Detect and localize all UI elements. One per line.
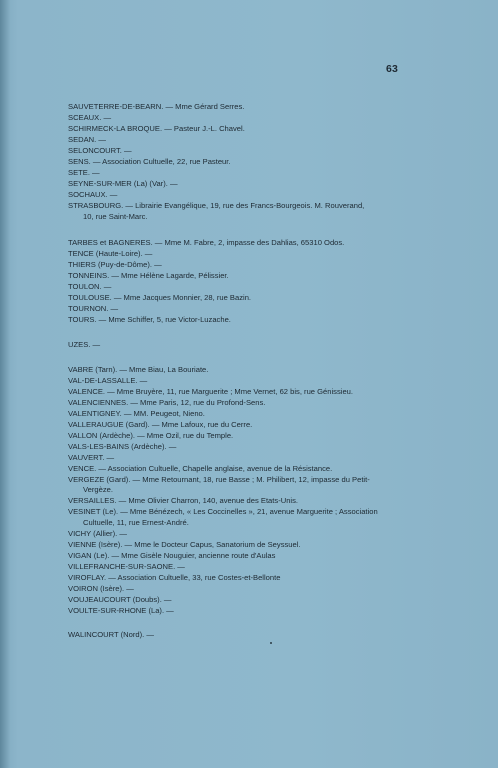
entry: TOULON. —	[68, 281, 112, 291]
entry: VILLEFRANCHE-SUR-SAONE. —	[68, 562, 185, 572]
entry: TONNEINS. — Mme Hélène Lagarde, Pélissier.	[68, 270, 229, 280]
section-v	[68, 365, 408, 617]
entry: VAUVERT. —	[68, 452, 115, 462]
entry-continuation: Cultuelle, 11, rue Ernest-André.	[83, 518, 189, 528]
entry: VALLON (Ardèche). — Mme Ozil, rue du Temple.	[68, 430, 234, 440]
page-number: 63	[386, 63, 399, 75]
entry-line: VESINET (Le). — Mme Bénézech, « Les Coccinelles », 21, avenue Marguerite ; Association	[68, 507, 378, 517]
paper-speck	[270, 642, 272, 644]
entry: VIGAN (Le). — Mme Gisèle Nouguier, ancienne route d'Aulas	[68, 551, 276, 561]
entry: TOURNON. —	[68, 303, 119, 313]
entry: VIENNE (Isère). — Mme le Docteur Capus, Sanatorium de Seyssuel.	[68, 540, 301, 550]
entry: VAL-DE-LASSALLE. —	[68, 375, 148, 385]
entry: THIERS (Puy-de-Dôme). —	[68, 259, 162, 269]
entry: VOIRON (Isère). —	[68, 584, 134, 594]
entry: TOURS. — Mme Schiffer, 5, rue Victor-Luzache.	[68, 314, 231, 324]
section-w	[68, 630, 408, 641]
entry-wrapped	[68, 475, 408, 497]
entry-wrapped	[68, 201, 408, 223]
entry-continuation: Vergèze.	[83, 485, 113, 495]
entry-continuation: 10, rue Saint-Marc.	[83, 211, 148, 221]
entry: TOULOUSE. — Mme Jacques Monnier, 28, rue Bazin.	[68, 292, 252, 302]
entry: VALENCIENNES. — Mme Paris, 12, rue du Profond-Sens.	[68, 397, 266, 407]
section-u	[68, 340, 408, 351]
entry: VABRE (Tarn). — Mme Biau, La Bouriate.	[68, 365, 209, 374]
entry: SEDAN. —	[68, 134, 106, 144]
entry: UZES. —	[68, 340, 101, 349]
entry: TARBES et BAGNERES. — Mme M. Fabre, 2, impasse des Dahlias, 65310 Odos.	[68, 238, 345, 247]
entry: VALENCE. — Mme Bruyère, 11, rue Marguerite ; Mme Vernet, 62 bis, rue Génissieu.	[68, 386, 354, 396]
entry: VICHY (Allier). —	[68, 529, 127, 539]
entry: SEYNE-SUR-MER (La) (Var). —	[68, 178, 178, 188]
entry: VALLERAUGUE (Gard). — Mme Lafoux, rue du Cerre.	[68, 419, 253, 429]
entry: VENCE. — Association Cultuelle, Chapelle anglaise, avenue de la Résistance.	[68, 463, 333, 473]
entry: SENS. — Association Cultuelle, 22, rue Pasteur.	[68, 156, 231, 166]
entry: VIROFLAY. — Association Cultuelle, 33, rue Costes-et-Bellonte	[68, 573, 281, 583]
entry: VOULTE-SUR-RHONE (La). —	[68, 605, 174, 615]
entry: SCEAUX. —	[68, 112, 112, 122]
page-binding-edge	[0, 0, 10, 768]
section-t	[68, 238, 408, 326]
entry: VALS-LES-BAINS (Ardèche). —	[68, 441, 177, 451]
section-s	[68, 102, 408, 222]
entry: SCHIRMECK-LA BROQUE. — Pasteur J.-L. Chavel.	[68, 123, 245, 133]
entry: VALENTIGNEY. — MM. Peugeot, Nieno.	[68, 408, 205, 418]
entry: VOUJEAUCOURT (Doubs). —	[68, 595, 172, 605]
entry: VERSAILLES. — Mme Olivier Charron, 140, avenue des Etats-Unis.	[68, 496, 299, 506]
entry-wrapped	[68, 507, 408, 529]
entry: SETE. —	[68, 167, 100, 177]
entry: SELONCOURT. —	[68, 145, 132, 155]
entry-line: STRASBOURG. — Librairie Evangélique, 19, rue des Francs-Bourgeois. M. Rouverand,	[68, 200, 365, 210]
entry: SAUVETERRE-DE-BEARN. — Mme Gérard Serres.	[68, 102, 245, 111]
entry: TENCE (Haute-Loire). —	[68, 248, 153, 258]
entry: WALINCOURT (Nord). —	[68, 630, 154, 639]
entry-line: VERGEZE (Gard). — Mme Retournant, 18, rue Basse ; M. Philibert, 12, impasse du Petit-	[68, 474, 370, 484]
entry: SOCHAUX. —	[68, 189, 118, 199]
